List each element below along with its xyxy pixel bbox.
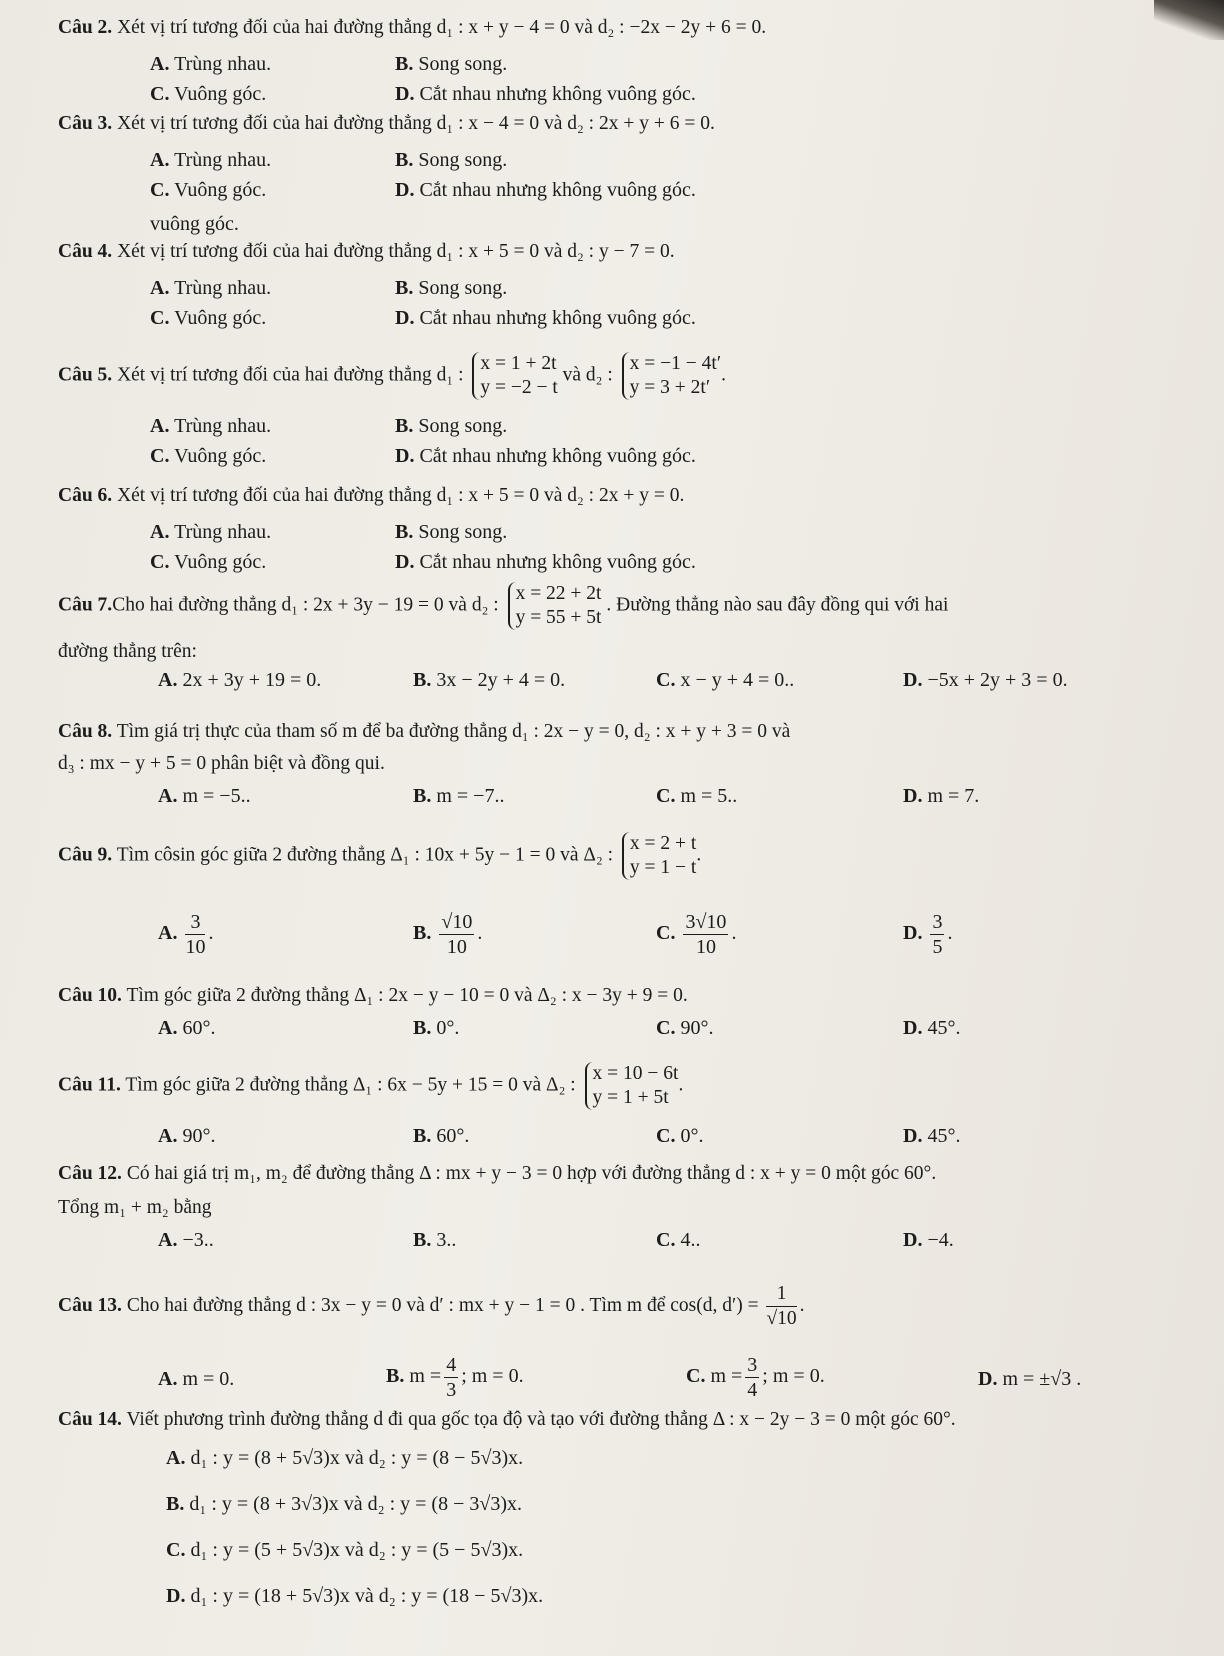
question-stem: Câu 4. Xét vị trí tương đối của hai đường thẳng d₁ : x + 5 = 0 và d₂ : y − 7 = 0.	[58, 241, 675, 262]
options-row	[150, 306, 1184, 336]
options-row	[150, 52, 1184, 82]
question-12	[58, 1162, 1184, 1258]
question-stem: Câu 13. Cho hai đường thẳng d : 3x − y = 0 và d′ : mx + y − 1 = 0 . Tìm m để cos(d, d′) = $\frac{1}{√10}$ .	[58, 1283, 805, 1329]
options-row	[158, 1124, 1184, 1154]
options-row	[158, 784, 1184, 814]
option-a[interactable]: A. m = 0.	[158, 1368, 235, 1390]
options-row	[150, 178, 1184, 208]
option-d[interactable]: D. m = 7.	[903, 785, 980, 807]
option-b[interactable]: B. m = $\frac{4}{3}$ ; m = 0.	[386, 1354, 524, 1401]
option-c[interactable]: C. d₁ : y = (5 + 5√3)x và d₂ : y = (5 − 5√3)x.	[166, 1539, 524, 1561]
options-row	[150, 414, 1184, 444]
option-c[interactable]: C. $\frac{3√10}{10}$ .	[656, 911, 737, 958]
option-d[interactable]: D. 45°.	[903, 1125, 961, 1147]
options-row	[158, 1228, 1184, 1258]
options-row	[150, 444, 1184, 474]
option-c[interactable]: C. Vuông góc.	[150, 551, 267, 573]
option-b[interactable]: B. 60°.	[413, 1125, 470, 1147]
question-6	[58, 484, 1184, 580]
question-14	[58, 1408, 1184, 1630]
option-a[interactable]: A. d₁ : y = (8 + 5√3)x và d₂ : y = (8 − 5√3)x.	[166, 1447, 524, 1469]
options-row	[158, 668, 1184, 698]
option-d[interactable]: D. Cắt nhau nhưng không vuông góc.	[395, 551, 696, 573]
option-c[interactable]: C. 4..	[656, 1229, 701, 1251]
option-c[interactable]: C. Vuông góc.	[150, 83, 267, 105]
question-stem: Câu 14. Viết phương trình đường thẳng d đi qua gốc tọa độ và tạo với đường thẳng Δ : x − 2y − 3 = 0 một góc 60°.	[58, 1409, 956, 1430]
option-b[interactable]: B. $\frac{√10}{10}$ .	[413, 911, 483, 958]
options-row	[150, 520, 1184, 550]
options-row	[158, 910, 1184, 966]
question-7	[58, 582, 1184, 698]
option-c[interactable]: C. 0°.	[656, 1125, 704, 1147]
question-stem: Câu 11. Tìm góc giữa 2 đường thẳng Δ₁ : 6x − 5y + 15 = 0 và Δ₂ : x = 10 − 6t y = 1 + 5t .	[58, 1063, 684, 1108]
options-row	[158, 1016, 1184, 1046]
option-d[interactable]: D. Cắt nhau nhưng không vuông góc.	[395, 445, 696, 467]
option-c[interactable]: C. Vuông góc.	[150, 179, 267, 201]
question-stem-line2: d₃ : mx − y + 5 = 0 phân biệt và đồng qui.	[58, 753, 385, 774]
option-c[interactable]: C. x − y + 4 = 0..	[656, 669, 795, 691]
option-a[interactable]: A. Trùng nhau.	[150, 521, 272, 543]
option-d[interactable]: D. −5x + 2y + 3 = 0.	[903, 669, 1068, 691]
option-b[interactable]: B. Song song.	[395, 53, 508, 75]
question-stem: Câu 6. Xét vị trí tương đối của hai đường thẳng d₁ : x + 5 = 0 và d₂ : 2x + y = 0.	[58, 485, 685, 506]
options-row	[158, 1353, 1184, 1409]
option-c[interactable]: C. Vuông góc.	[150, 307, 267, 329]
question-stem-line2: đường thẳng trên:	[58, 641, 197, 662]
option-a[interactable]: A. Trùng nhau.	[150, 277, 272, 299]
option-b[interactable]: B. d₁ : y = (8 + 3√3)x và d₂ : y = (8 − 3√3)x.	[166, 1493, 522, 1515]
option-d[interactable]: D. −4.	[903, 1229, 954, 1251]
option-a[interactable]: A. −3..	[158, 1229, 214, 1251]
options-row	[150, 148, 1184, 178]
options-row	[150, 82, 1184, 112]
question-8	[58, 720, 1184, 814]
question-stem: Câu 10. Tìm góc giữa 2 đường thẳng Δ₁ : 2x − y − 10 = 0 và Δ₂ : x − 3y + 9 = 0.	[58, 985, 688, 1006]
option-b[interactable]: B. Song song.	[395, 415, 508, 437]
option-a[interactable]: A. 60°.	[158, 1017, 216, 1039]
option-d[interactable]: D. m = ±√3 .	[978, 1368, 1082, 1390]
system-d2: x = −1 − 4t′ y = 3 + 2t′	[622, 352, 721, 400]
option-d[interactable]: D. d₁ : y = (18 + 5√3)x và d₂ : y = (18 − 5√3)x.	[166, 1585, 544, 1607]
option-b[interactable]: B. 0°.	[413, 1017, 460, 1039]
system-d2: x = 22 + 2t y = 55 + 5t	[508, 582, 602, 630]
question-13	[58, 1282, 1184, 1409]
option-b[interactable]: B. 3x − 2y + 4 = 0.	[413, 669, 566, 691]
option-a[interactable]: A. Trùng nhau.	[150, 415, 272, 437]
question-stem: Câu 3. Xét vị trí tương đối của hai đường thẳng d₁ : x − 4 = 0 và d₂ : 2x + y + 6 = 0.	[58, 113, 715, 134]
question-stem: Câu 7.Cho hai đường thẳng d₁ : 2x + 3y − 19 = 0 và d₂ : x = 22 + 2t y = 55 + 5t . Đường thẳng nào sau đây đồng qui với hai	[58, 583, 949, 628]
option-d[interactable]: D. $\frac{3}{5}$ .	[903, 911, 953, 958]
option-a[interactable]: A. 90°.	[158, 1125, 216, 1147]
stray-text: vuông góc.	[150, 213, 239, 235]
option-a[interactable]: A. 2x + 3y + 19 = 0.	[158, 669, 322, 691]
question-2	[58, 16, 1184, 112]
question-4	[58, 240, 1184, 336]
option-b[interactable]: B. Song song.	[395, 149, 508, 171]
system-d1: x = 1 + 2t y = −2 − t	[472, 352, 557, 400]
option-c[interactable]: C. m = 5..	[656, 785, 738, 807]
option-b[interactable]: B. Song song.	[395, 521, 508, 543]
question-stem-line2: Tổng m₁ + m₂ bằng	[58, 1197, 212, 1218]
option-a[interactable]: A. m = −5..	[158, 785, 251, 807]
question-stem: Câu 8. Tìm giá trị thực của tham số m để ba đường thẳng d₁ : 2x − y = 0, d₂ : x + y + 3 = 0 và	[58, 721, 791, 742]
system-delta2: x = 10 − 6t y = 1 + 5t	[585, 1062, 679, 1110]
option-a[interactable]: A. $\frac{3}{10}$ .	[158, 911, 214, 958]
question-5	[58, 352, 1184, 474]
option-d[interactable]: D. Cắt nhau nhưng không vuông góc.	[395, 83, 696, 105]
option-b[interactable]: B. 3..	[413, 1229, 457, 1251]
question-10	[58, 984, 1184, 1046]
option-a[interactable]: A. Trùng nhau.	[150, 53, 272, 75]
option-b[interactable]: B. m = −7..	[413, 785, 505, 807]
option-d[interactable]: D. Cắt nhau nhưng không vuông góc.	[395, 179, 696, 201]
option-d[interactable]: D. 45°.	[903, 1017, 961, 1039]
question-3	[58, 112, 1184, 236]
question-stem: Câu 12. Có hai giá trị m₁, m₂ để đường thẳng Δ : mx + y − 3 = 0 hợp với đường thẳng d : x + y = 0 một góc 60°.	[58, 1163, 937, 1184]
question-11	[58, 1062, 1184, 1154]
question-9	[58, 832, 1184, 966]
option-b[interactable]: B. Song song.	[395, 277, 508, 299]
question-stem: Câu 2. Xét vị trí tương đối của hai đường thẳng d₁ : x + y − 4 = 0 và d₂ : −2x − 2y + 6 = 0.	[58, 17, 767, 38]
question-stem: Câu 5. Xét vị trí tương đối của hai đường thẳng d₁ : x = 1 + 2t y = −2 − t và d₂ : x = −1 − 4t′ y = 3 + 2t′ .	[58, 353, 726, 398]
option-a[interactable]: A. Trùng nhau.	[150, 149, 272, 171]
question-stem: Câu 9. Tìm côsin góc giữa 2 đường thẳng Δ₁ : 10x + 5y − 1 = 0 và Δ₂ : x = 2 + t y = 1 − t .	[58, 833, 702, 878]
options-row	[150, 550, 1184, 580]
option-c[interactable]: C. m = $\frac{3}{4}$ ; m = 0.	[686, 1354, 825, 1401]
option-c[interactable]: C. 90°.	[656, 1017, 714, 1039]
option-d[interactable]: D. Cắt nhau nhưng không vuông góc.	[395, 307, 696, 329]
system-delta2: x = 2 + t y = 1 − t	[622, 832, 696, 880]
options-row	[150, 276, 1184, 306]
option-c[interactable]: C. Vuông góc.	[150, 445, 267, 467]
